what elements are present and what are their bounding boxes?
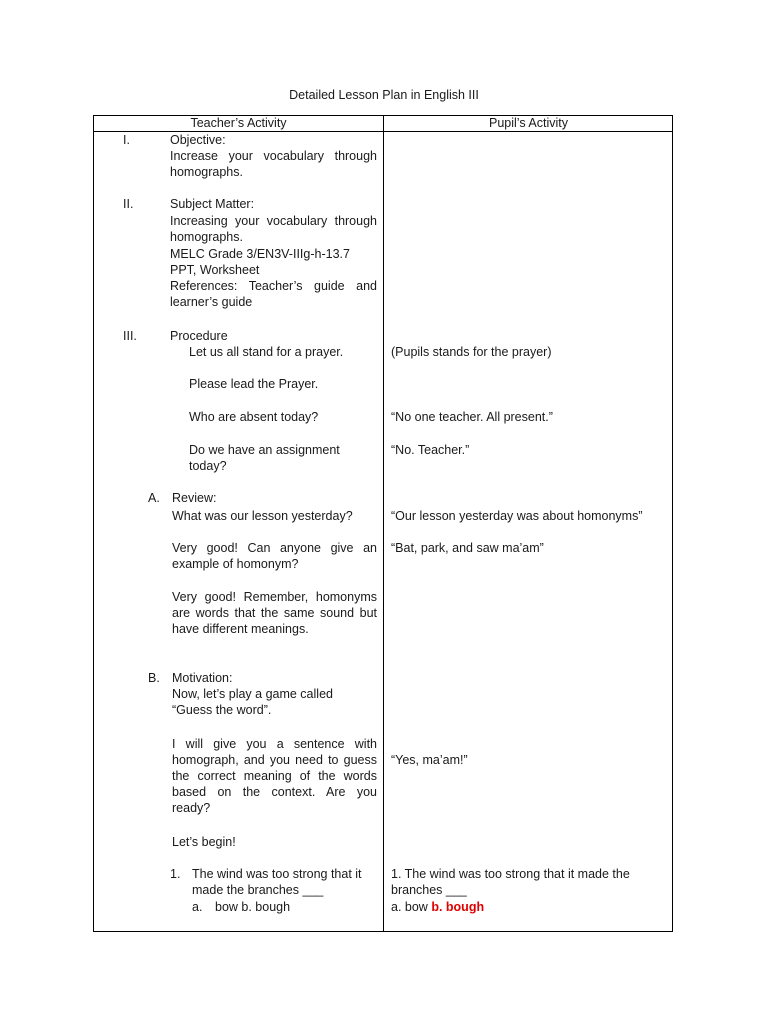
assignment-response: “No. Teacher.” [391, 443, 470, 457]
column-divider [383, 115, 384, 932]
motivation-intro-line2: “Guess the word”. [172, 703, 272, 717]
motivation-heading: Motivation: [172, 671, 233, 685]
motivation-letter: B. [148, 671, 160, 685]
review-question: What was our lesson yesterday? [172, 509, 353, 523]
motivation-intro-line1: Now, let’s play a game called [172, 687, 333, 701]
subject-matter-text: Increasing your vocabulary through homographs. [170, 214, 377, 244]
subject-matter-number: II. [123, 197, 134, 211]
item1-sentence-line1: The wind was too strong that it [192, 867, 362, 881]
review-letter: A. [148, 491, 160, 505]
item1-response-choice-a: a. bow [391, 900, 428, 914]
game-instructions-response: “Yes, ma’am!” [391, 753, 468, 767]
objective-heading: Objective: [170, 133, 226, 147]
item1-choices: bow b. bough [215, 900, 291, 914]
item1-sentence-line2: made the branches ___ [192, 883, 324, 897]
subject-matter-heading: Subject Matter: [170, 197, 255, 211]
item1-response-answer: b. bough [431, 900, 485, 914]
homonym-example-response: “Bat, park, and saw ma’am” [391, 541, 544, 555]
assignment-question-line2: today? [189, 459, 227, 473]
assignment-question-line1: Do we have an assignment [189, 443, 340, 457]
pupil-column-header: Pupil’s Activity [489, 116, 568, 130]
game-instructions: I will give you a sentence with homograph, and you need to guess the correct meaning of the words based on the context. Are you ready? [172, 737, 377, 815]
homonym-definition: Very good! Remember, homonyms are words that the same sound but have different meanings. [172, 590, 377, 636]
melc-code: MELC Grade 3/EN3V-IIIg-h-13.7 [170, 247, 350, 261]
document-title: Detailed Lesson Plan in English III [289, 88, 479, 102]
lead-prayer: Please lead the Prayer. [189, 377, 319, 391]
prayer-instruction: Let us all stand for a prayer. [189, 345, 344, 359]
absent-response: “No one teacher. All present.” [391, 410, 553, 424]
objective-number: I. [123, 133, 130, 147]
teacher-column-header: Teacher’s Activity [190, 116, 287, 130]
item1-number: 1. [170, 867, 181, 881]
prayer-response: (Pupils stands for the prayer) [391, 345, 552, 359]
item1-response-choices [391, 899, 484, 915]
homonym-example-prompt: Very good! Can anyone give an example of homonym? [172, 541, 377, 571]
procedure-number: III. [123, 329, 137, 343]
item1-response-line2: branches ___ [391, 883, 467, 897]
begin-prompt: Let’s begin! [172, 835, 236, 849]
materials: PPT, Worksheet [170, 263, 260, 277]
absent-question: Who are absent today? [189, 410, 319, 424]
procedure-heading: Procedure [170, 329, 228, 343]
review-question-response: “Our lesson yesterday was about homonyms” [391, 509, 643, 523]
objective-text: Increase your vocabulary through homographs. [170, 149, 377, 179]
item1-choice-letter: a. [192, 900, 203, 914]
review-heading: Review: [172, 491, 217, 505]
item1-response-line1: 1. The wind was too strong that it made the [391, 867, 630, 881]
references: References: Teacher’s guide and learner’s guide [170, 279, 377, 309]
